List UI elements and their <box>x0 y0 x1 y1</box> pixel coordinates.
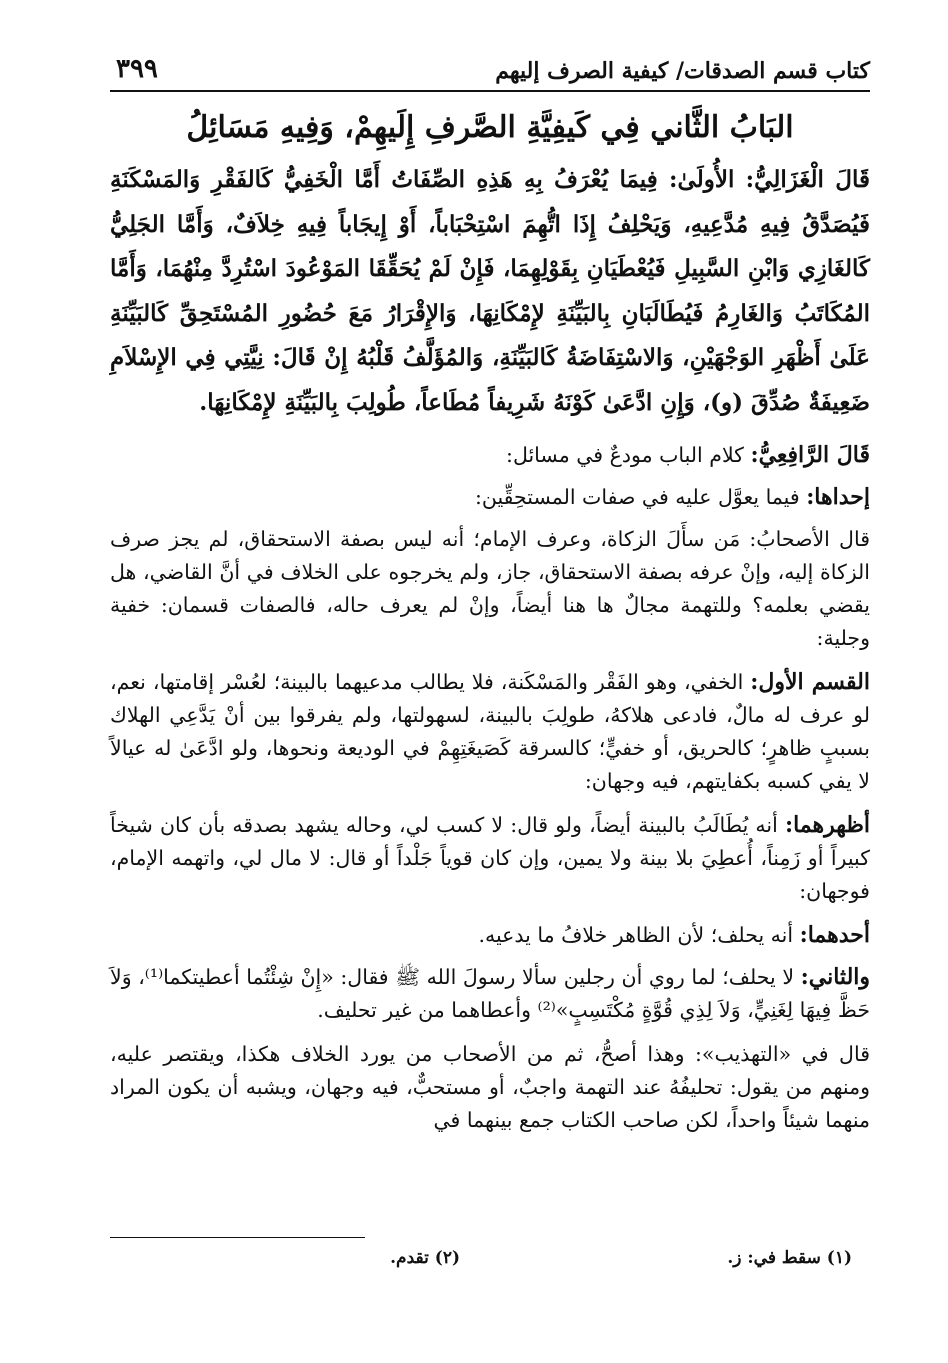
paragraph <box>110 809 870 908</box>
paragraph <box>110 481 870 514</box>
paragraph <box>110 666 870 798</box>
paragraph-lead: إحداها: <box>806 484 870 510</box>
paragraph <box>110 919 870 952</box>
paragraph-text: أنه يحلف؛ لأن الظاهر خلافُ ما يدعيه. <box>478 923 800 947</box>
footnote-rule <box>110 1237 365 1238</box>
page-header <box>110 52 870 92</box>
paragraph <box>110 439 870 472</box>
footnote-2: (٢) تقدم. <box>390 1248 460 1268</box>
paragraph-lead: القسم الأول: <box>750 669 870 695</box>
header-rule <box>110 90 870 92</box>
paragraph-lead: قَالَ الرَّافِعِيُّ: <box>750 442 870 468</box>
paragraph-text: قَالَ الْغَزَالِيُّ: الأُولَىٰ: فِيمَا يُعْرَفُ بِهِ هَذِهِ الصِّفَاتُ أَمَّا الْخَفِيُّ كَالفَقْرِ وَالمَسْكَنَةِ فَيُصَدَّقُ فِيهِ مُدَّعِيهِ، وَيَحْلِفُ إِذَا اتُّهِمَ اسْتِحْبَاباً، أَوْ إِيجَاباً فِيهِ خِلاَفٌ، وَأَمَّا الجَلِيُّ كَالغَازِي وَابْنِ السَّبِيلِ فَيُعْطَيَانِ بِقَوْلِهِمَا، فَإِنْ لَمْ يُحَقِّقَا المَوْعُودَ اسْتُرِدَّ مِنْهُمَا، وَأَمَّا المُكَاتَبُ وَالغَارِمُ فَيُطَالَبَانِ بِالبَيِّنَةِ لإِمْكَانِهَا، وَالإِقْرَارُ مَعَ حُضُورِ المُسْتَحِقِّ كَالبَيِّنَةِ عَلَىٰ أَظْهَرِ الوَجْهَيْنِ، وَالاسْتِفَاضَةُ كَالبَيِّنَةِ، وَالمُؤَلَّفُ قَلْبُهُ إِنْ قَالَ: نِيَّتِي فِي الإِسْلاَمِ ضَعِيفَةٌ صُدِّقَ (و)، وَإِنِ ادَّعَىٰ كَوْنَهُ شَرِيفاً مُطَاعاً، طُولِبَ بِالبَيِّنَةِ لإِمْكَانِهَا. <box>110 166 870 416</box>
body-text <box>110 158 870 1148</box>
paragraph-text: فيما يعوَّل عليه في صفات المستحِقِّين: <box>474 485 807 509</box>
matn-paragraph <box>110 158 870 425</box>
paragraph-text: لا يحلف؛ لما روي أن رجلين سألا رسولَ الله ﷺ فقال: «إِنْ شِئْتُما أعطيتكما⁽¹⁾، وَلاَ حَظَّ فِيهَا لِغَنِيٍّ، وَلاَ لِذِي قُوَّةٍ مُكْتَسِبٍ»⁽²⁾ وأعطاهما من غير تحليف. <box>110 965 870 1022</box>
paragraph-text: الخفي، وهو الفَقْر والمَسْكَنة، فلا يطالب مدعيهما بالبينة؛ لعُسْر إقامتها، نعم، لو عرف له مالٌ، فادعى هلاكهُ، طولِبَ بالبينة، لسهولتها، ولم يفرقوا بين أنْ يَدَّعِي الهلاك بسببٍ ظاهرٍ؛ كالحريق، أو خفيٍّ؛ كالسرقة كَصَيغَتِهِمْ في الوديعة ونحوها، ولو ادَّعَىٰ له عيالاً لا يفي كسبه بكفايتهم، فيه وجهان: <box>110 670 870 793</box>
paragraph <box>110 961 870 1027</box>
paragraph-text: كلام الباب مودعٌ في مسائل: <box>506 443 751 467</box>
running-title: كتاب قسم الصدقات/ كيفية الصرف إليهم <box>495 58 870 84</box>
chapter-title: البَابُ الثَّاني فِي كَيفِيَّةِ الصَّرفِ إِلَيهِمْ، وَفِيهِ مَسَائِلُ <box>186 110 794 145</box>
paragraph-text: قال في «التهذيب»: وهذا أصحُّ، ثم من الأصحاب من يورد الخلاف هكذا، ويقتصر عليه، ومنهم من يقول: تحليفُهُ عند التهمة واجبٌ، أو مستحبٌّ، فيه وجهان، ويشبه أن يكون المراد منهما شيئاً واحداً، لكن صاحب الكتاب جمع بينهما في <box>110 1042 870 1132</box>
page-number: ٣٩٩ <box>116 54 158 84</box>
paragraph <box>110 1038 870 1137</box>
paragraph-text: قال الأصحابُ: مَن سأَلَ الزكاة، وعرف الإمام؛ أنه ليس بصفة الاستحقاق، لم يجز صرف الزكاة إليه، وإنْ عرفه بصفة الاستحقاق، جاز، ولم يخرجوه على الخلاف في أنَّ القاضي، هل يقضي بعلمه؟ وللتهمة مجالٌ ها هنا أيضاً، وإنْ لم يعرف حاله، فالصفات قسمان: خفية وجلية: <box>110 527 870 650</box>
paragraph-text: أنه يُطَالَبُ بالبينة أيضاً، ولو قال: لا كسب لي، وحاله يشهد بصدقه بأن كان شيخاً كبيراً أو زَمِناً، أُعطِيَ بلا بينة ولا يمين، وإن كان قوياً جَلْداً أو قال: لا مال لي، واتهمه الإمام، فوجهان: <box>110 813 870 903</box>
paragraph <box>110 523 870 655</box>
footnote-1: (١) سقط في: ز. <box>727 1248 852 1268</box>
paragraph-lead: أحدهما: <box>799 922 870 948</box>
book-page <box>110 40 870 1330</box>
paragraph-lead: والثاني: <box>800 964 871 990</box>
paragraph-lead: أظهرهما: <box>784 812 870 838</box>
